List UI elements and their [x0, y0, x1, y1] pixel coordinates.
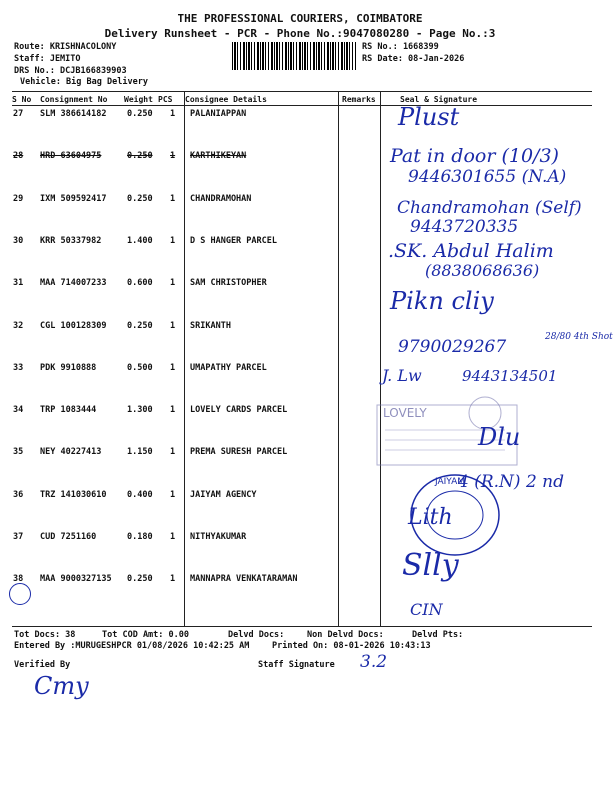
phone-row-32: 9790029267	[398, 337, 507, 357]
row-consignment: KRR 50337982	[40, 235, 102, 246]
tot-cod: Tot COD Amt: 0.00	[102, 630, 189, 640]
row-sno: 33	[13, 362, 24, 373]
row-consignment: NEY 40227413	[40, 447, 102, 458]
header-bottom-rule	[12, 105, 592, 106]
row-weight: 0.250	[127, 109, 153, 119]
row-weight: 0.250	[127, 151, 153, 162]
note-row-35: 4 (R.N) 2 nd	[458, 472, 565, 492]
row-weight: 0.180	[127, 532, 153, 542]
row-sno: 31	[13, 278, 24, 289]
row-consignee: CHANDRAMOHAN	[190, 193, 252, 204]
row-pcs: 1	[170, 405, 176, 416]
col-pcs: PCS	[158, 95, 173, 104]
col-divider	[380, 91, 381, 626]
row-weight: 1.150	[127, 447, 153, 458]
row-sno: 28	[13, 151, 24, 162]
row-38-circle	[9, 583, 31, 605]
lovely-stamp-text: LOVELY	[383, 406, 427, 420]
row-weight: 0.250	[127, 574, 153, 585]
row-pcs: 1	[170, 235, 176, 246]
row-pcs: 1	[170, 362, 176, 373]
row-pcs: 1	[170, 151, 176, 162]
row-pcs: 1	[170, 532, 176, 542]
non-delvd-docs: Non Delvd Docs:	[307, 630, 384, 640]
signature-row-31: Pikn cliy	[390, 287, 494, 315]
row-weight: 0.500	[127, 362, 153, 373]
signature-row-36: Lith	[408, 505, 453, 530]
note-row-29: Chandramohan (Self)	[397, 198, 582, 218]
col-consignment: Consignment No	[40, 95, 108, 104]
col-sno: S No	[12, 95, 32, 104]
row-pcs: 1	[170, 109, 176, 119]
barcode	[232, 42, 356, 70]
phone-row-28: 9446301655 (N.A)	[408, 167, 567, 187]
row-consignment: CGL 100128309	[40, 320, 107, 331]
row-consignment: TRP 1083444	[40, 405, 97, 416]
signature-row-34: Dlu	[478, 423, 521, 451]
row-consignee: MANNAPRA VENKATARAMAN	[190, 574, 298, 585]
col-consignee: Consignee Details	[185, 95, 267, 104]
row-consignment: MAA 714007233	[40, 278, 107, 289]
verified-signature: Cmy	[34, 672, 89, 700]
row-weight: 1.400	[127, 235, 153, 246]
row-consignee: SAM CHRISTOPHER	[190, 278, 267, 289]
row-consignment: IXM 509592417	[40, 193, 107, 204]
note-row-28: Pat in door (10/3)	[390, 145, 559, 167]
row-weight: 0.600	[127, 278, 153, 289]
row-pcs: 1	[170, 574, 176, 585]
row-consignment: CUD 7251160	[40, 532, 97, 542]
row-consignment: MAA 9000327135	[40, 574, 112, 585]
row-consignee: KARTHIKEYAN	[190, 151, 247, 162]
row-consignee: UMAPATHY PARCEL	[190, 362, 267, 373]
staff-signature: 3.2	[360, 652, 388, 672]
row-sno: 36	[13, 489, 24, 500]
row-consignment: HRD 63604975	[40, 151, 102, 162]
signature-row-37: Slly	[402, 548, 459, 583]
phone-row-33: 9443134501	[462, 367, 558, 385]
staff-signature-label: Staff Signature	[258, 660, 335, 670]
rs-no-label: RS No.: 1668399	[362, 42, 439, 52]
row-sno: 27	[13, 109, 24, 119]
footer-rule	[12, 626, 592, 627]
row-consignment: PDK 9910888	[40, 362, 97, 373]
col-seal-signature: Seal & Signature	[400, 95, 478, 104]
verified-by: Verified By	[14, 660, 71, 670]
row-pcs: 1	[170, 278, 176, 289]
phone-row-30: (8838068636)	[425, 261, 540, 280]
drs-label: DRS No.: DCJB166839903	[14, 66, 127, 76]
runsheet-subtitle: Delivery Runsheet - PCR - Phone No.:9047080280 - Page No.:3	[104, 27, 496, 40]
row-pcs: 1	[170, 193, 176, 204]
jaiyam-stamp-text: JAIYAM	[435, 477, 466, 487]
row-consignee: PREMA SURESH PARCEL	[190, 447, 288, 458]
row-consignee: LOVELY CARDS PARCEL	[190, 405, 288, 416]
tot-docs: Tot Docs: 38	[14, 630, 76, 640]
signature-row-27: Plust	[398, 103, 460, 131]
row-sno: 32	[13, 320, 24, 331]
row-consignee: NITHYAKUMAR	[190, 532, 247, 542]
row-pcs: 1	[170, 447, 176, 458]
row-sno: 34	[13, 405, 24, 416]
row-pcs: 1	[170, 489, 176, 500]
row-consignee: PALANIAPPAN	[190, 109, 247, 119]
row-weight: 0.250	[127, 193, 153, 204]
row-sno: 37	[13, 532, 24, 542]
row-pcs: 1	[170, 320, 176, 331]
delvd-docs: Delvd Docs:	[228, 630, 285, 640]
delvd-pts: Delvd Pts:	[412, 630, 464, 640]
row-weight: 1.300	[127, 405, 153, 416]
row-weight: 0.250	[127, 320, 153, 331]
route-label: Route: KRISHNACOLONY	[14, 42, 117, 52]
row-sno: 35	[13, 447, 24, 458]
company-title: THE PROFESSIONAL COURIERS, COIMBATORE	[177, 12, 423, 25]
signature-row-33: J. Lw	[382, 366, 422, 385]
row-sno: 30	[13, 235, 24, 246]
header-top-rule	[12, 91, 592, 92]
col-divider	[338, 91, 339, 626]
col-weight: Weight	[124, 95, 153, 104]
row-sno: 38	[13, 574, 24, 585]
row-consignee: SRIKANTH	[190, 320, 231, 331]
entered-by: Entered By :MURUGESHPCR 01/08/2026 10:42:25 AM	[14, 641, 250, 651]
col-divider	[184, 91, 185, 626]
row-weight: 0.400	[127, 489, 153, 500]
note-row-32: 28/80 4th Shot	[545, 332, 613, 342]
note-row-30: .SK. Abdul Halim	[388, 240, 554, 262]
row-consignment: SLM 386614182	[40, 109, 107, 119]
printed-on: Printed On: 08-01-2026 10:43:13	[272, 641, 431, 651]
rs-date-label: RS Date: 08-Jan-2026	[362, 54, 465, 64]
row-consignee: D S HANGER PARCEL	[190, 235, 277, 246]
staff-label: Staff: JEMITO	[14, 54, 81, 64]
row-sno: 29	[13, 193, 24, 204]
vehicle-label: Vehicle: Big Bag Delivery	[20, 77, 148, 87]
row-consignment: TRZ 141030610	[40, 489, 107, 500]
row-consignee: JAIYAM AGENCY	[190, 489, 257, 500]
note-row-38: CIN	[410, 600, 443, 619]
col-remarks: Remarks	[342, 95, 376, 104]
phone-row-29: 9443720335	[410, 217, 519, 237]
